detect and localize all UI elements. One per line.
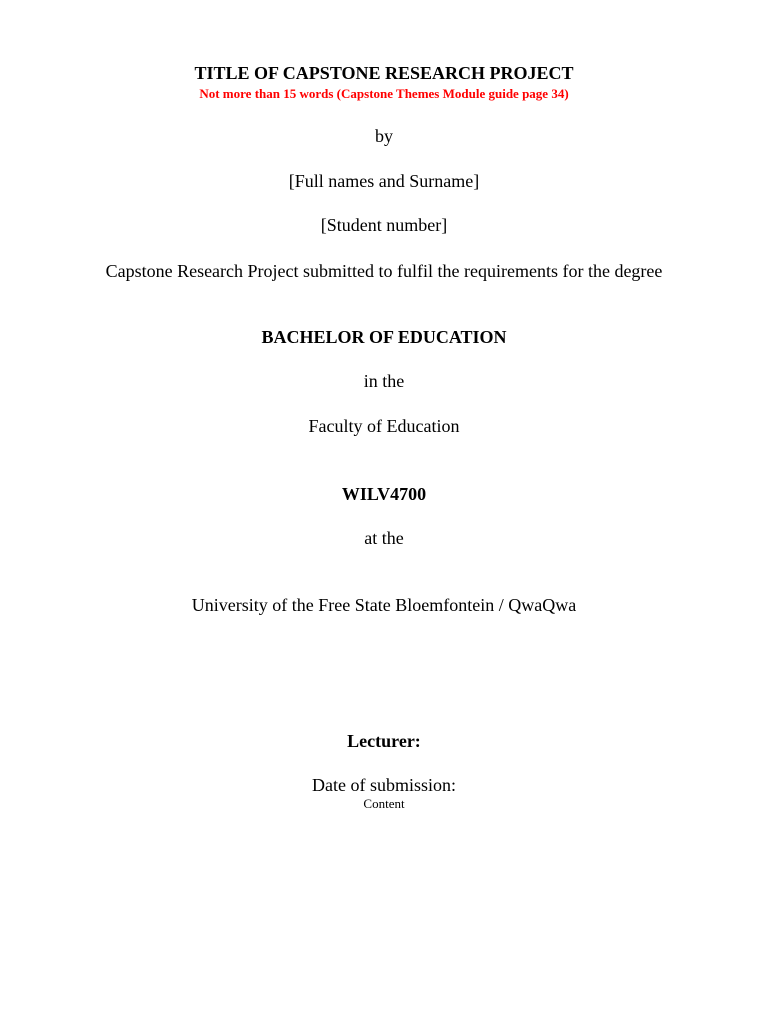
author-name-placeholder: [Full names and Surname]	[288, 171, 480, 191]
in-the-text: in the	[363, 371, 405, 391]
university-name: University of the Free State Bloemfontein / QwaQwa	[191, 595, 577, 615]
degree-name: BACHELOR OF EDUCATION	[261, 327, 507, 347]
submission-date-label: Date of submission:	[312, 775, 456, 795]
student-number-placeholder: [Student number]	[320, 215, 448, 235]
project-title: TITLE OF CAPSTONE RESEARCH PROJECT	[194, 63, 574, 83]
at-the-text: at the	[364, 528, 404, 548]
submission-statement: Capstone Research Project submitted to fulfil the requirements for the degree	[105, 261, 663, 281]
module-code: WILV4700	[341, 484, 427, 504]
content-label: Content	[363, 796, 405, 811]
title-word-limit-note: Not more than 15 words (Capstone Themes Module guide page 34)	[199, 86, 569, 101]
by-text: by	[375, 126, 393, 146]
lecturer-label: Lecturer:	[347, 731, 421, 751]
faculty-name: Faculty of Education	[308, 416, 460, 436]
